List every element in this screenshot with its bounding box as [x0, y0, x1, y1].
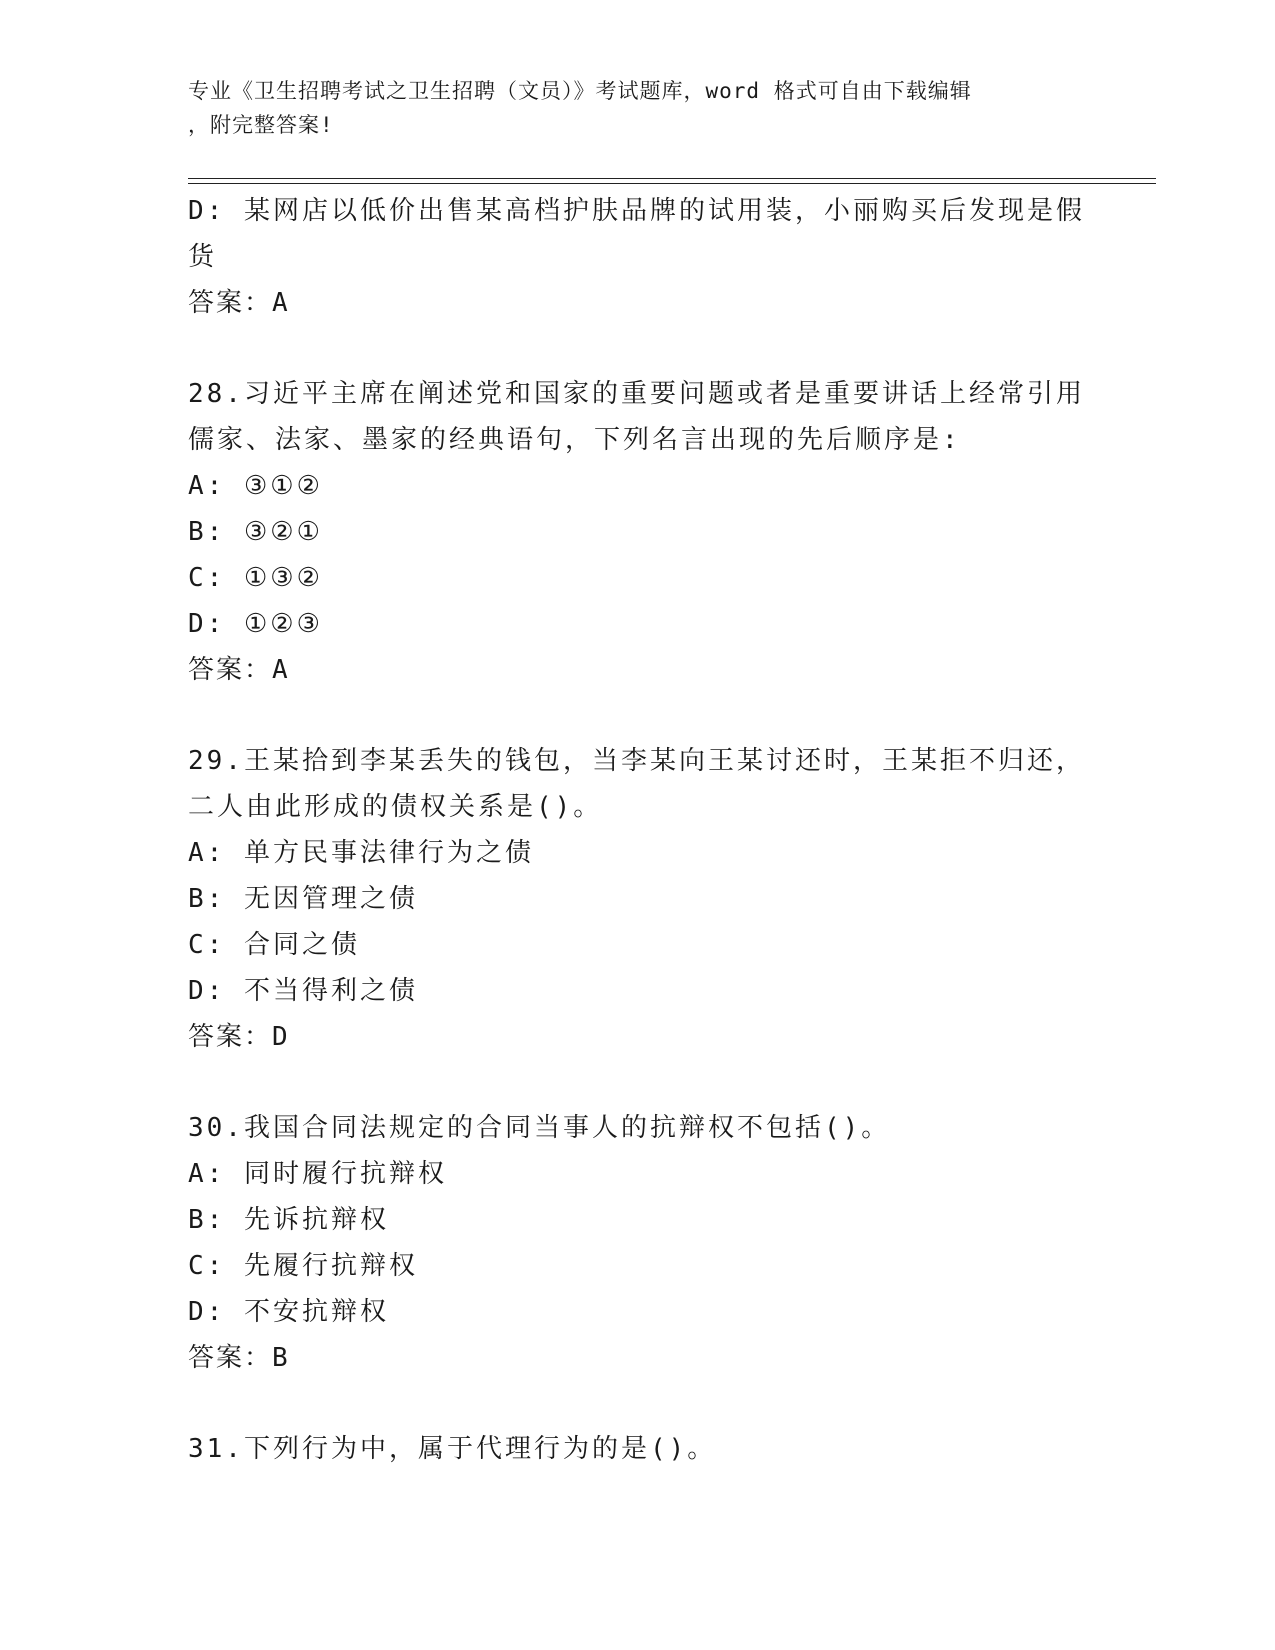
question-stem: 29.王某拾到李某丢失的钱包，当李某向王某讨还时，王某拒不归还， — [188, 746, 1085, 776]
page-header — [188, 74, 1088, 142]
option-d: D: 某网店以低价出售某高档护肤品牌的试用装，小丽购买后发现是假 — [188, 196, 1085, 226]
answer-line: 答案：A — [188, 655, 290, 685]
option-b: B: ③②① — [188, 517, 323, 547]
header-line-2: ，附完整答案! — [188, 113, 334, 137]
header-divider-bottom — [188, 183, 1156, 184]
option-a: A: ③①② — [188, 471, 323, 501]
header-line-1: 专业《卫生招聘考试之卫生招聘（文员）》考试题库，word 格式可自由下载编辑 — [188, 79, 972, 103]
question-30 — [188, 1105, 1088, 1381]
option-b: B: 无因管理之债 — [188, 884, 418, 914]
question-29 — [188, 738, 1088, 1060]
question-31 — [188, 1426, 1088, 1472]
option-c: C: 先履行抗辩权 — [188, 1251, 418, 1281]
option-d: D: ①②③ — [188, 609, 323, 639]
question-stem: 31.下列行为中，属于代理行为的是()。 — [188, 1434, 717, 1464]
option-c: C: 合同之债 — [188, 930, 360, 960]
question-28 — [188, 371, 1088, 693]
header-divider-top — [188, 178, 1156, 179]
question-stem: 30.我国合同法规定的合同当事人的抗辩权不包括()。 — [188, 1113, 891, 1143]
question-stem-continued: 儒家、法家、墨家的经典语句，下列名言出现的先后顺序是: — [188, 425, 961, 455]
question-stem-continued: 二人由此形成的债权关系是()。 — [188, 792, 603, 822]
option-b: B: 先诉抗辩权 — [188, 1205, 389, 1235]
answer-line: 答案：A — [188, 288, 290, 318]
question-27-tail — [188, 188, 1088, 326]
option-d: D: 不安抗辩权 — [188, 1297, 389, 1327]
question-stem: 28.习近平主席在阐述党和国家的重要问题或者是重要讲话上经常引用 — [188, 379, 1085, 409]
answer-line: 答案：B — [188, 1343, 290, 1373]
option-d-continued: 货 — [188, 242, 218, 272]
answer-line: 答案：D — [188, 1022, 290, 1052]
option-a: A: 单方民事法律行为之债 — [188, 838, 534, 868]
option-a: A: 同时履行抗辩权 — [188, 1159, 447, 1189]
option-d: D: 不当得利之债 — [188, 976, 418, 1006]
document-body — [188, 188, 1088, 1472]
option-c: C: ①③② — [188, 563, 323, 593]
